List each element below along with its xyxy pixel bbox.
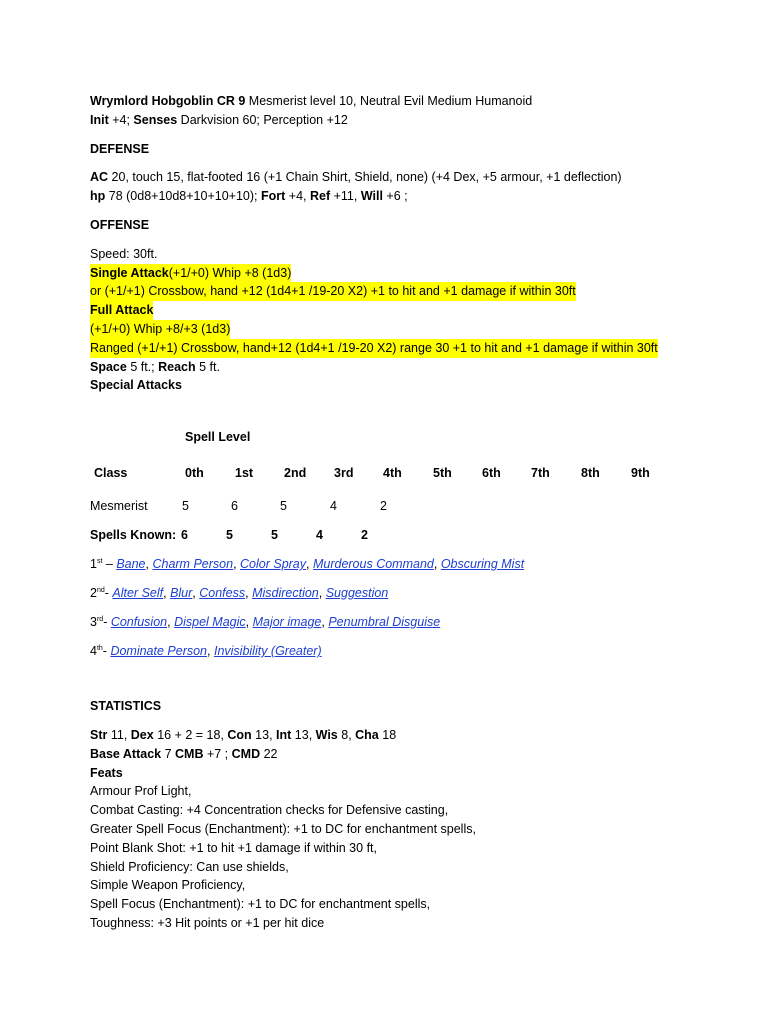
level-header: 1st xyxy=(235,466,254,481)
spell-list-line xyxy=(90,584,690,602)
full-attack-label-line xyxy=(90,301,153,320)
spell-link[interactable]: Bane xyxy=(116,557,146,572)
spell-link[interactable]: Suggestion xyxy=(325,586,389,601)
level-header: 9th xyxy=(631,466,650,481)
fort-label: Fort xyxy=(260,189,286,204)
spell-level-suffix: st xyxy=(96,558,103,565)
spell-table-header-row xyxy=(90,464,690,482)
class-header: Class xyxy=(94,466,128,481)
cmb-label: CMB xyxy=(175,746,204,761)
level-header: 8th xyxy=(581,466,600,481)
spell-level-separator: - xyxy=(104,586,113,601)
speed-line: Speed: 30ft. xyxy=(90,246,158,261)
spell-separator: , xyxy=(245,586,253,601)
spell-list-line xyxy=(90,642,690,660)
spell-table xyxy=(90,428,690,544)
senses-value: Darkvision 60; Perception +12 xyxy=(177,112,348,127)
known-value: 4 xyxy=(316,528,323,543)
base-attack-line xyxy=(90,745,690,764)
mesmerist-row xyxy=(90,497,690,515)
spells-known-row xyxy=(90,526,690,544)
level-header: 0th xyxy=(185,466,204,481)
spell-link[interactable]: Penumbral Disguise xyxy=(328,615,441,630)
cha-value: 18 xyxy=(378,727,397,742)
slots-value: 4 xyxy=(330,499,337,514)
spell-list-line xyxy=(90,613,690,631)
spell-separator: , xyxy=(145,557,153,572)
spell-link[interactable]: Color Spray xyxy=(240,557,307,572)
str-label: Str xyxy=(90,727,108,742)
spell-level-separator: - xyxy=(103,615,111,630)
spell-link[interactable]: Dominate Person xyxy=(110,644,208,659)
spell-separator: , xyxy=(167,615,175,630)
spell-level-suffix: rd xyxy=(96,616,104,623)
base-attack-value: 7 xyxy=(161,746,176,761)
init-label: Init xyxy=(90,112,109,127)
single-attack-alt: or (+1/+1) Crossbow, hand +12 (1d4+1 /19-20 X2) +1 to hit and +1 damage if within 30ft xyxy=(90,282,576,301)
spell-list-line xyxy=(90,555,690,573)
init-value: +4; xyxy=(108,112,134,127)
spell-level-suffix: nd xyxy=(96,587,105,594)
full-attack-ranged: Ranged (+1/+1) Crossbow, hand+12 (1d4+1 /19-20 X2) range 30 +1 to hit and +1 damage if within 30ft xyxy=(90,339,658,358)
class-name: Mesmerist xyxy=(90,499,148,514)
spell-link[interactable]: Alter Self xyxy=(112,586,164,601)
int-value: 13, xyxy=(291,727,316,742)
level-header: 3rd xyxy=(334,466,354,481)
reach-value: 5 ft. xyxy=(195,359,220,374)
will-label: Will xyxy=(360,189,383,204)
spell-level-ordinal: 4 xyxy=(90,644,97,659)
feats-list xyxy=(90,782,690,932)
creature-name: Wrymlord Hobgoblin CR 9 xyxy=(90,94,246,108)
spell-link[interactable]: Blur xyxy=(170,586,193,601)
spell-separator: , xyxy=(318,586,326,601)
feat-item: Spell Focus (Enchantment): +1 to DC for enchantment spells, xyxy=(90,897,431,912)
feat-item: Simple Weapon Proficiency, xyxy=(90,878,246,893)
reach-label: Reach xyxy=(158,359,196,374)
full-attack-melee: (+1/+0) Whip +8/+3 (1d3) xyxy=(90,320,230,339)
spell-separator: , xyxy=(233,557,241,572)
con-label: Con xyxy=(227,727,252,742)
full-attack-label: Full Attack xyxy=(90,303,154,318)
ac-label: AC xyxy=(90,170,109,185)
str-value: 11, xyxy=(107,727,131,742)
slots-value: 5 xyxy=(280,499,287,514)
feat-item: Shield Proficiency: Can use shields, xyxy=(90,859,289,874)
single-attack-label: Single Attack xyxy=(90,265,169,280)
spell-link[interactable]: Invisibility (Greater) xyxy=(213,644,322,659)
statistics-heading: STATISTICS xyxy=(90,699,162,714)
cmb-value: +7 ; xyxy=(203,746,232,761)
init-senses-line xyxy=(90,111,690,130)
ref-value: +11, xyxy=(330,189,361,204)
cmd-value: 22 xyxy=(260,746,278,761)
spell-level-separator: – xyxy=(102,557,117,572)
spell-separator: , xyxy=(192,586,200,601)
spell-level-title: Spell Level xyxy=(185,430,251,445)
spell-link[interactable]: Misdirection xyxy=(252,586,319,601)
fort-value: +4, xyxy=(285,189,310,204)
space-reach-line xyxy=(90,358,690,377)
spell-separator: , xyxy=(163,586,171,601)
con-value: 13, xyxy=(251,727,277,742)
feat-item: Armour Prof Light, xyxy=(90,784,192,799)
spell-link[interactable]: Major image xyxy=(252,615,322,630)
defense-heading: DEFENSE xyxy=(90,141,150,156)
hp-line xyxy=(90,187,690,206)
spell-level-ordinal: 2 xyxy=(90,586,97,601)
dex-value: 16 + 2 = 18, xyxy=(153,727,228,742)
slots-value: 5 xyxy=(182,499,189,514)
spell-level-separator: - xyxy=(102,644,111,659)
stat-block-document xyxy=(90,92,690,933)
level-header: 5th xyxy=(433,466,452,481)
spell-separator: , xyxy=(321,615,329,630)
level-header: 7th xyxy=(531,466,550,481)
dex-label: Dex xyxy=(130,727,154,742)
hp-label: hp xyxy=(90,189,106,204)
cha-label: Cha xyxy=(355,727,379,742)
level-header: 2nd xyxy=(284,466,307,481)
slots-value: 2 xyxy=(380,499,387,514)
spell-table-title-row xyxy=(90,428,690,446)
single-attack-line xyxy=(90,264,291,283)
feat-item: Point Blank Shot: +1 to hit +1 damage if within 30 ft, xyxy=(90,840,377,855)
feats-label: Feats xyxy=(90,765,123,780)
ac-value: 20, touch 15, flat-footed 16 (+1 Chain Shirt, Shield, none) (+4 Dex, +5 armour, +1 deflection) xyxy=(108,170,622,185)
known-value: 2 xyxy=(361,528,368,543)
space-value: 5 ft.; xyxy=(126,359,159,374)
known-value: 6 xyxy=(181,528,188,543)
spell-link[interactable]: Confusion xyxy=(110,615,168,630)
offense-heading: OFFENSE xyxy=(90,217,150,232)
spell-level-suffix: th xyxy=(96,645,103,652)
spell-separator: , xyxy=(306,557,313,572)
spell-separator: , xyxy=(207,644,214,659)
spell-link[interactable]: Dispel Magic xyxy=(174,615,246,630)
spell-separator: , xyxy=(433,557,441,572)
ability-scores-line xyxy=(90,726,690,745)
spell-link[interactable]: Confess xyxy=(199,586,246,601)
will-value: +6 ; xyxy=(382,189,408,204)
hp-value: 78 (0d8+10d8+10+10+10); xyxy=(105,189,261,204)
known-value: 5 xyxy=(226,528,233,543)
wis-value: 8, xyxy=(337,727,356,742)
base-attack-label: Base Attack xyxy=(90,746,162,761)
special-attacks-label: Special Attacks xyxy=(90,378,182,393)
spells-known-label: Spells Known: xyxy=(90,528,177,543)
spell-separator: , xyxy=(245,615,253,630)
level-header: 4th xyxy=(383,466,402,481)
feat-item: Toughness: +3 Hit points or +1 per hit dice xyxy=(90,915,325,930)
feat-item: Greater Spell Focus (Enchantment): +1 to DC for enchantment spells, xyxy=(90,821,476,836)
creature-description: Mesmerist level 10, Neutral Evil Medium Humanoid xyxy=(245,94,533,108)
ac-line xyxy=(90,168,690,187)
spell-level-ordinal: 3 xyxy=(90,615,97,630)
spell-level-ordinal: 1 xyxy=(90,557,97,572)
single-attack-value: (+1/+0) Whip +8 (1d3) xyxy=(168,265,292,280)
senses-label: Senses xyxy=(133,112,178,127)
feat-item: Combat Casting: +4 Concentration checks for Defensive casting, xyxy=(90,803,449,818)
int-label: Int xyxy=(276,727,292,742)
slots-value: 6 xyxy=(231,499,238,514)
known-value: 5 xyxy=(271,528,278,543)
spell-link[interactable]: Obscuring Mist xyxy=(440,557,525,572)
header-line xyxy=(90,92,690,111)
ref-label: Ref xyxy=(309,189,331,204)
spell-lists xyxy=(90,555,690,660)
spell-link[interactable]: Murderous Command xyxy=(312,557,434,572)
wis-label: Wis xyxy=(315,727,338,742)
space-label: Space xyxy=(90,359,127,374)
cmd-label: CMD xyxy=(231,746,261,761)
level-header: 6th xyxy=(482,466,501,481)
spell-link[interactable]: Charm Person xyxy=(152,557,234,572)
